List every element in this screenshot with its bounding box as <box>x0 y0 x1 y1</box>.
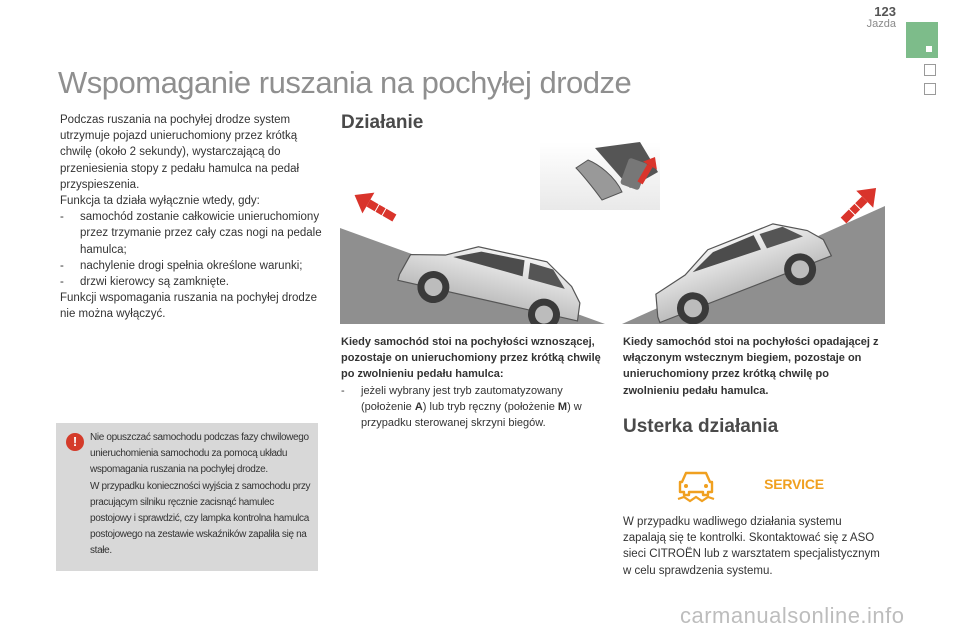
intro-paragraph: Funkcja ta działa wyłącznie wtedy, gdy: <box>60 195 260 208</box>
section-title-usterka: Usterka działania <box>623 416 779 437</box>
downhill-scene <box>622 179 885 324</box>
position-a: A <box>414 400 423 413</box>
watermark: carmanualsonline.info <box>680 603 905 628</box>
page-title: Wspomaganie ruszania na pochyłej drodze <box>58 65 632 100</box>
warning-paragraph: W przypadku konieczności wyjścia z samochodu przy pracującym silniku ręcznie zacisnąć hamulec postojowy i sprawdzić, czy lampka kontrolna hamulca postojowego na zestawie wskaźników zapaliła się na stałe. <box>90 480 311 557</box>
list-item-text: drzwi kierowcy są zamknięte. <box>80 276 229 289</box>
text-fragment: ) lub tryb ręczny (położenie <box>422 400 558 413</box>
list-item-text: nachylenie drogi spełnia określone warunki; <box>80 259 303 272</box>
chapter-tab[interactable] <box>924 64 936 76</box>
warning-paragraph: Nie opuszczać samochodu podczas fazy chwilowego unieruchomienia samochodu za pomocą układu wspomagania ruszania na pochyłej drodze. <box>90 432 309 476</box>
list-item-text <box>359 383 603 432</box>
warning-box <box>56 423 318 571</box>
hill-start-illustration <box>340 142 885 324</box>
list-item: - nachylenie drogi spełnia określone warunki; <box>60 258 322 274</box>
intro-text <box>60 112 322 323</box>
page-number: 123 <box>874 4 896 19</box>
hill-assist-warning-lamp-icon <box>674 468 718 504</box>
chapter-tab[interactable] <box>924 83 936 95</box>
exclamation-icon: ! <box>66 433 84 451</box>
downhill-caption: Kiedy samochód stoi na pochyłości opadającej z włączonym wstecznym biegiem, pozostaje on unieruchomiony przez krótką chwilę po zwolnieniu pedału hamulca. <box>623 336 879 397</box>
text-fragment: jeżeli wybrany jest tryb zautomatyzowany (położenie <box>361 384 563 413</box>
text-fragment: ) w przypadku sterowanej skrzyni biegów. <box>361 400 582 430</box>
caption-text: Kiedy samochód stoi na pochyłości wznoszącej, pozostaje on unieruchomiony przez krótką chwilę po zwolnieniu pedału hamulca: <box>341 336 601 381</box>
intro-paragraph: Podczas ruszania na pochyłej drodze system utrzymuje pojazd unieruchomiony przez krótką chwilę (około 2 sekundy), wystarczającą do przeniesienia stopy z pedału hamulca na pedał przyspieszenia. <box>60 114 300 191</box>
list-item: - samochód zostanie całkowicie unieruchomiony przez trzymanie przez cały czas nogi na pedale hamulca; <box>60 209 322 258</box>
list-item: - drzwi kierowcy są zamknięte. <box>60 274 322 290</box>
section-title-dzialanie: Działanie <box>341 112 424 133</box>
position-m: M <box>557 400 568 413</box>
intro-paragraph: Funkcji wspomagania ruszania na pochyłej drodze nie można wyłączyć. <box>60 292 317 321</box>
service-warning-lamp: SERVICE <box>764 476 824 492</box>
fault-text: W przypadku wadliwego działania systemu zapalają się te kontrolki. Skontaktować się z ASO sieci CITROËN lub z warsztatem specjalistycznym w celu sprawdzenia systemu. <box>623 516 880 577</box>
list-item: - jeżeli wybrany jest tryb zautomatyzowany (położenie A) lub tryb ręczny (położenie M) w przypadku sterowanej skrzyni biegów. <box>341 383 603 432</box>
chapter-tab-active[interactable] <box>906 22 938 58</box>
warning-text <box>90 430 312 560</box>
uphill-caption <box>341 334 603 431</box>
brake-pedal-inset <box>540 142 662 210</box>
section-name: Jazda <box>866 18 896 30</box>
list-item-text: samochód zostanie całkowicie unieruchomiony przez trzymanie przez cały czas nogi na pedale hamulca; <box>80 211 322 256</box>
